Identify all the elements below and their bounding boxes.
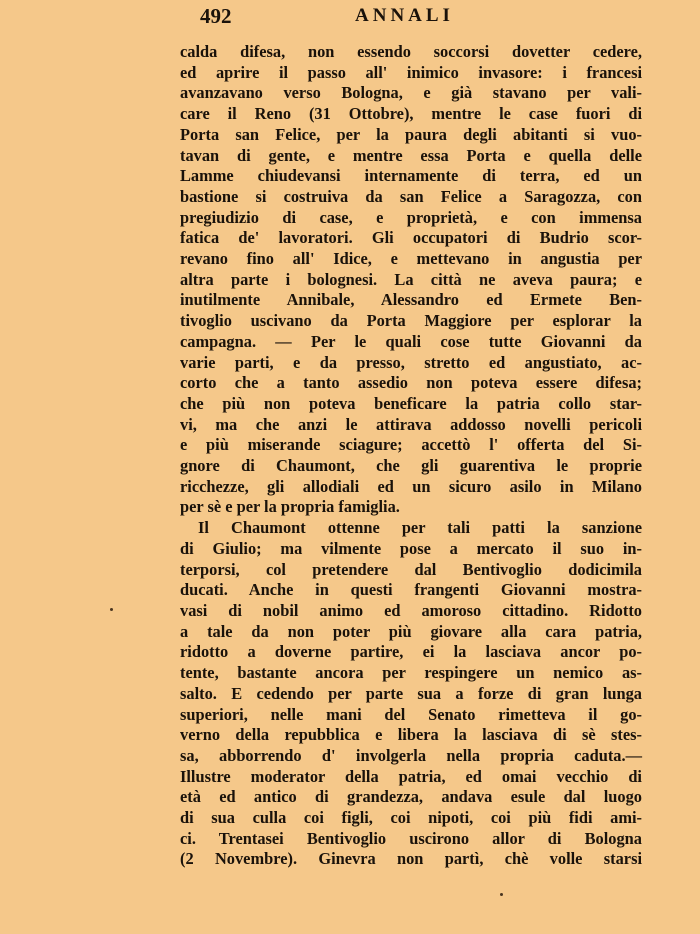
- running-title: ANNALI: [355, 5, 454, 26]
- text-line: ridotto a doverne partire, ei la lasciava ancor po-: [180, 642, 642, 662]
- text-line: ricchezze, gli allodiali ed un sicuro asilo in Milano: [180, 476, 642, 496]
- text-line: Porta san Felice, per la paura degli abitanti si vuo-: [180, 124, 642, 144]
- text-line: altra parte i bolognesi. La città ne aveva paura; e: [180, 269, 642, 289]
- text-line: superiori, nelle mani del Senato rimetteva il go-: [180, 704, 642, 724]
- text-line: vi, ma che anzi le attirava addosso novelli pericoli: [180, 414, 642, 434]
- paragraph-end-line: per sè e per la propria famiglia.: [180, 497, 400, 517]
- text-line: revano fino all' Idice, e mettevano in angustia per: [180, 249, 642, 269]
- text-line: (2 Novembre). Ginevra non partì, chè volle starsi: [180, 849, 642, 869]
- text-line: tente, bastante ancora per respingere un nemico as-: [180, 663, 642, 683]
- text-line: Illustre moderator della patria, ed omai vecchio di: [180, 766, 642, 786]
- page-header: [200, 4, 500, 32]
- text-line: sa, abborrendo d' involgerla nella propria caduta.—: [180, 745, 642, 765]
- text-line: di sua culla coi figli, coi nipoti, coi più fidi ami-: [180, 808, 642, 828]
- text-line: ci. Trentasei Bentivoglio uscirono allor di Bologna: [180, 828, 642, 848]
- text-line: che più non poteva beneficare la patria collo star-: [180, 393, 642, 413]
- text-line: terporsi, col pretendere dal Bentivoglio dodicimila: [180, 559, 642, 579]
- text-line: avanzavano verso Bologna, e già stavano per vali-: [180, 83, 642, 103]
- text-line: tivoglio uscivano da Porta Maggiore per esplorar la: [180, 311, 642, 331]
- text-line: verno della repubblica e libera la lasciava di sè stes-: [180, 725, 642, 745]
- text-line: varie parti, e da presso, stretto ed angustiato, ac-: [180, 352, 642, 372]
- text-line: gnore di Chaumont, che gli guarentiva le proprie: [180, 456, 642, 476]
- text-line: vasi di nobil animo ed amoroso cittadino. Ridotto: [180, 600, 642, 620]
- text-line: corto che a tanto assedio non poteva essere difesa;: [180, 373, 642, 393]
- text-line: e più miserande sciagure; accettò l' offerta del Si-: [180, 435, 642, 455]
- text-line: campagna. — Per le quali cose tutte Giovanni da: [180, 331, 642, 351]
- text-line: pregiudizio di case, e proprietà, e con immensa: [180, 207, 642, 227]
- body-text: [180, 42, 642, 870]
- text-line: ed aprire il passo all' inimico invasore: i francesi: [180, 62, 642, 82]
- text-line: età ed antico di grandezza, andava esule dal luogo: [180, 787, 642, 807]
- page-number: 492: [200, 4, 232, 28]
- text-line: inutilmente Annibale, Alessandro ed Ermete Ben-: [180, 290, 642, 310]
- text-line: tavan di gente, e mentre essa Porta e quella delle: [180, 145, 642, 165]
- text-line: calda difesa, non essendo soccorsi dovetter cedere,: [180, 42, 642, 61]
- text-line: fatica de' lavoratori. Gli occupatori di Budrio scor-: [180, 228, 642, 248]
- text-line: care il Reno (31 Ottobre), mentre le case fuori di: [180, 104, 642, 124]
- text-line: bastione si costruiva da san Felice a Saragozza, con: [180, 186, 642, 206]
- margin-mark: [500, 893, 503, 896]
- margin-mark: [110, 608, 113, 611]
- text-line: a tale da non poter più giovare alla cara patria,: [180, 621, 642, 641]
- text-line: Lamme chiudevansi internamente di terra, ed un: [180, 166, 642, 186]
- paragraph-start-line: Il Chaumont ottenne per tali patti la sanzione: [198, 518, 642, 538]
- text-line: salto. E cedendo per parte sua a forze di gran lunga: [180, 683, 642, 703]
- text-line: di Giulio; ma vilmente pose a mercato il suo in-: [180, 538, 642, 558]
- text-line: ducati. Anche in questi frangenti Giovanni mostra-: [180, 580, 642, 600]
